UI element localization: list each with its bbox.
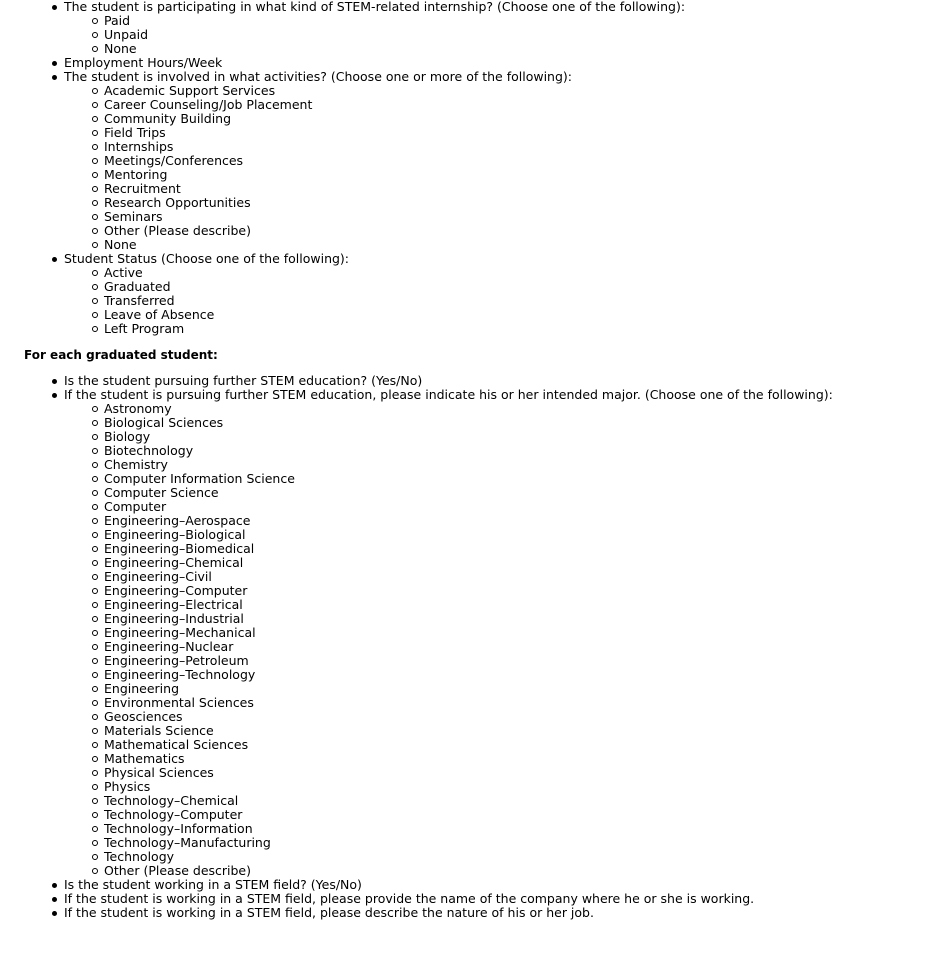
option-item <box>104 542 931 556</box>
option-item <box>104 668 931 682</box>
circle-bullet-icon <box>92 518 98 524</box>
disc-bullet-icon <box>52 61 57 66</box>
option-item <box>104 140 931 154</box>
circle-bullet-icon <box>92 284 98 290</box>
option-item <box>104 458 931 472</box>
option-text: Internships <box>104 139 174 154</box>
option-text: Technology–Information <box>104 821 253 836</box>
circle-bullet-icon <box>92 826 98 832</box>
option-item <box>104 14 931 28</box>
option-text: Engineering–Biological <box>104 527 246 542</box>
circle-bullet-icon <box>92 420 98 426</box>
option-text: None <box>104 41 137 56</box>
option-text: Mathematical Sciences <box>104 737 249 752</box>
option-item <box>104 98 931 112</box>
circle-bullet-icon <box>92 298 98 304</box>
question-item <box>64 892 931 906</box>
circle-bullet-icon <box>92 116 98 122</box>
option-item <box>104 584 931 598</box>
option-text: Materials Science <box>104 723 214 738</box>
disc-bullet-icon <box>52 883 57 888</box>
option-text: Engineering–Mechanical <box>104 625 256 640</box>
option-item <box>104 154 931 168</box>
circle-bullet-icon <box>92 686 98 692</box>
option-item <box>104 472 931 486</box>
question-text: Is the student pursuing further STEM education? (Yes/No) <box>64 373 423 388</box>
circle-bullet-icon <box>92 406 98 412</box>
question-text: If the student is pursuing further STEM education, please indicate his or her intended major. (Choose one of the following): <box>64 387 833 402</box>
circle-bullet-icon <box>92 742 98 748</box>
option-list <box>64 84 931 252</box>
option-item <box>104 266 931 280</box>
circle-bullet-icon <box>92 616 98 622</box>
option-text: Leave of Absence <box>104 307 215 322</box>
circle-bullet-icon <box>92 700 98 706</box>
option-text: Engineering–Nuclear <box>104 639 234 654</box>
option-item <box>104 444 931 458</box>
option-text: Engineering–Industrial <box>104 611 244 626</box>
option-item <box>104 724 931 738</box>
first-question-list <box>0 0 931 336</box>
option-item <box>104 556 931 570</box>
circle-bullet-icon <box>92 728 98 734</box>
option-text: Biotechnology <box>104 443 194 458</box>
option-text: Mentoring <box>104 167 168 182</box>
circle-bullet-icon <box>92 490 98 496</box>
circle-bullet-icon <box>92 144 98 150</box>
option-item <box>104 210 931 224</box>
option-text: Computer Information Science <box>104 471 295 486</box>
option-item <box>104 294 931 308</box>
disc-bullet-icon <box>52 379 57 384</box>
circle-bullet-icon <box>92 158 98 164</box>
option-item <box>104 168 931 182</box>
circle-bullet-icon <box>92 546 98 552</box>
option-text: Field Trips <box>104 125 166 140</box>
option-text: Engineering–Petroleum <box>104 653 249 668</box>
question-text: If the student is working in a STEM field, please describe the nature of his or her job. <box>64 905 594 920</box>
disc-bullet-icon <box>52 897 57 902</box>
option-text: Graduated <box>104 279 171 294</box>
circle-bullet-icon <box>92 102 98 108</box>
circle-bullet-icon <box>92 532 98 538</box>
circle-bullet-icon <box>92 46 98 52</box>
option-item <box>104 822 931 836</box>
option-item <box>104 710 931 724</box>
option-item <box>104 280 931 294</box>
option-item <box>104 626 931 640</box>
option-item <box>104 112 931 126</box>
circle-bullet-icon <box>92 504 98 510</box>
option-item <box>104 654 931 668</box>
option-item <box>104 836 931 850</box>
option-text: Engineering–Civil <box>104 569 212 584</box>
question-text: The student is participating in what kind of STEM-related internship? (Choose one of the following): <box>64 0 686 14</box>
option-item <box>104 696 931 710</box>
option-text: Physical Sciences <box>104 765 214 780</box>
circle-bullet-icon <box>92 228 98 234</box>
circle-bullet-icon <box>92 130 98 136</box>
option-text: Left Program <box>104 321 185 336</box>
option-text: Computer <box>104 499 167 514</box>
option-list <box>64 402 931 878</box>
option-text: Research Opportunities <box>104 195 251 210</box>
option-item <box>104 528 931 542</box>
circle-bullet-icon <box>92 242 98 248</box>
option-text: Career Counseling/Job Placement <box>104 97 313 112</box>
circle-bullet-icon <box>92 326 98 332</box>
option-item <box>104 570 931 584</box>
circle-bullet-icon <box>92 88 98 94</box>
option-item <box>104 84 931 98</box>
option-text: Technology–Chemical <box>104 793 239 808</box>
question-text: Employment Hours/Week <box>64 55 223 70</box>
option-list <box>64 14 931 56</box>
circle-bullet-icon <box>92 714 98 720</box>
option-text: Technology–Manufacturing <box>104 835 271 850</box>
circle-bullet-icon <box>92 840 98 846</box>
option-text: Computer Science <box>104 485 219 500</box>
option-text: Other (Please describe) <box>104 223 252 238</box>
circle-bullet-icon <box>92 630 98 636</box>
disc-bullet-icon <box>52 257 57 262</box>
question-item <box>64 70 931 252</box>
question-text: Student Status (Choose one of the following): <box>64 251 350 266</box>
option-item <box>104 598 931 612</box>
option-item <box>104 514 931 528</box>
circle-bullet-icon <box>92 32 98 38</box>
option-item <box>104 224 931 238</box>
circle-bullet-icon <box>92 588 98 594</box>
circle-bullet-icon <box>92 770 98 776</box>
option-text: Paid <box>104 13 131 28</box>
option-text: Recruitment <box>104 181 181 196</box>
option-text: Engineering–Electrical <box>104 597 243 612</box>
question-item <box>64 878 931 892</box>
option-text: Geosciences <box>104 709 183 724</box>
question-item <box>64 0 931 56</box>
circle-bullet-icon <box>92 658 98 664</box>
option-item <box>104 766 931 780</box>
question-item <box>64 252 931 336</box>
circle-bullet-icon <box>92 602 98 608</box>
question-text: The student is involved in what activities? (Choose one or more of the following): <box>64 69 572 84</box>
option-item <box>104 238 931 252</box>
option-item <box>104 402 931 416</box>
option-item <box>104 864 931 878</box>
circle-bullet-icon <box>92 200 98 206</box>
option-item <box>104 308 931 322</box>
circle-bullet-icon <box>92 434 98 440</box>
circle-bullet-icon <box>92 672 98 678</box>
question-item <box>64 388 931 878</box>
option-item <box>104 752 931 766</box>
circle-bullet-icon <box>92 312 98 318</box>
option-item <box>104 612 931 626</box>
option-text: Chemistry <box>104 457 168 472</box>
option-text: Engineering–Technology <box>104 667 256 682</box>
option-item <box>104 28 931 42</box>
option-text: Academic Support Services <box>104 83 276 98</box>
option-text: Engineering <box>104 681 179 696</box>
option-text: Technology <box>104 849 175 864</box>
option-text: Biological Sciences <box>104 415 224 430</box>
circle-bullet-icon <box>92 214 98 220</box>
option-text: Engineering–Chemical <box>104 555 244 570</box>
option-item <box>104 126 931 140</box>
circle-bullet-icon <box>92 784 98 790</box>
circle-bullet-icon <box>92 270 98 276</box>
option-text: Technology–Computer <box>104 807 243 822</box>
graduated-question-list <box>0 374 931 920</box>
circle-bullet-icon <box>92 812 98 818</box>
option-text: Community Building <box>104 111 232 126</box>
question-item <box>64 56 931 70</box>
option-text: Transferred <box>104 293 175 308</box>
option-text: Active <box>104 265 143 280</box>
option-text: Engineering–Computer <box>104 583 248 598</box>
question-item <box>64 906 931 920</box>
option-item <box>104 500 931 514</box>
circle-bullet-icon <box>92 756 98 762</box>
option-item <box>104 794 931 808</box>
option-item <box>104 780 931 794</box>
option-text: Meetings/Conferences <box>104 153 244 168</box>
circle-bullet-icon <box>92 574 98 580</box>
option-text: Unpaid <box>104 27 149 42</box>
circle-bullet-icon <box>92 18 98 24</box>
circle-bullet-icon <box>92 186 98 192</box>
option-text: Mathematics <box>104 751 185 766</box>
disc-bullet-icon <box>52 75 57 80</box>
option-item <box>104 430 931 444</box>
circle-bullet-icon <box>92 448 98 454</box>
circle-bullet-icon <box>92 798 98 804</box>
option-text: None <box>104 237 137 252</box>
option-text: Biology <box>104 429 151 444</box>
option-item <box>104 808 931 822</box>
option-item <box>104 42 931 56</box>
option-item <box>104 182 931 196</box>
option-text: Engineering–Biomedical <box>104 541 255 556</box>
option-item <box>104 738 931 752</box>
circle-bullet-icon <box>92 172 98 178</box>
option-item <box>104 196 931 210</box>
option-text: Environmental Sciences <box>104 695 254 710</box>
circle-bullet-icon <box>92 644 98 650</box>
option-list <box>64 266 931 336</box>
disc-bullet-icon <box>52 911 57 916</box>
circle-bullet-icon <box>92 476 98 482</box>
circle-bullet-icon <box>92 854 98 860</box>
option-text: Other (Please describe) <box>104 863 252 878</box>
option-item <box>104 486 931 500</box>
question-text: If the student is working in a STEM field, please provide the name of the company where he or she is working. <box>64 891 755 906</box>
option-item <box>104 416 931 430</box>
circle-bullet-icon <box>92 462 98 468</box>
option-item <box>104 682 931 696</box>
circle-bullet-icon <box>92 560 98 566</box>
option-text: Astronomy <box>104 401 172 416</box>
question-item <box>64 374 931 388</box>
option-text: Engineering–Aerospace <box>104 513 251 528</box>
option-item <box>104 640 931 654</box>
option-text: Seminars <box>104 209 163 224</box>
circle-bullet-icon <box>92 868 98 874</box>
disc-bullet-icon <box>52 393 57 398</box>
question-text: Is the student working in a STEM field? (Yes/No) <box>64 877 362 892</box>
option-item <box>104 322 931 336</box>
option-text: Physics <box>104 779 151 794</box>
disc-bullet-icon <box>52 5 57 10</box>
graduated-section-heading: For each graduated student: <box>24 348 218 362</box>
option-item <box>104 850 931 864</box>
